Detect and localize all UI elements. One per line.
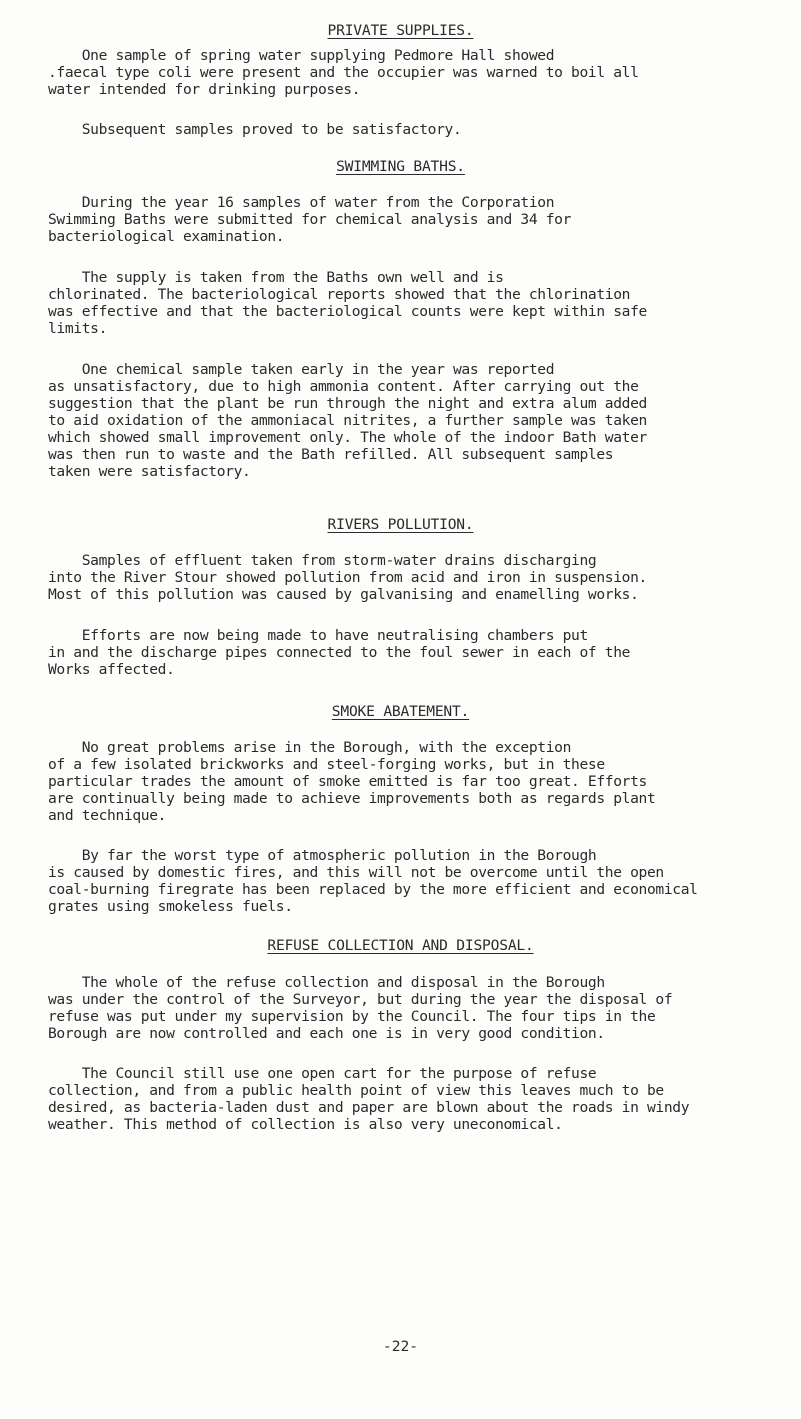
smoke-abatement-paragraph-1: No great problems arise in the Borough, with the exception of a few isolated brickworks and steel-forging works, but in these particular trades the amount of smoke emitted is far too great. Efforts are continually being made to achieve improvements both as regards plant and technique. [48,739,656,824]
refuse-collection-paragraph-1: The whole of the refuse collection and disposal in the Borough was under the control of the Surveyor, but during the year the disposal of refuse was put under my supervision by the Council. The four tips in the Borough are now controlled and each one is in very good condition. [48,974,673,1042]
rivers-pollution-paragraph-1: Samples of effluent taken from storm-water drains discharging into the River Stour showed pollution from acid and iron in suspension. Most of this pollution was caused by galvanising and enamelling works. [48,552,647,603]
heading-refuse-collection: REFUSE COLLECTION AND DISPOSAL. [267,937,534,954]
swimming-baths-paragraph-1: During the year 16 samples of water from the Corporation Swimming Baths were submitted for chemical analysis and 34 for bacteriological examination. [48,194,572,245]
rivers-pollution-paragraph-2: Efforts are now being made to have neutralising chambers put in and the discharge pipes connected to the foul sewer in each of the Works affected. [48,627,631,678]
page-number: -22- [382,1338,419,1355]
swimming-baths-paragraph-3: One chemical sample taken early in the year was reported as unsatisfactory, due to high ammonia content. After carrying out the suggestion that the plant be run through the night and extra alum added to aid oxidation of the ammoniacal nitrites, a further sample was taken which showed small improvement only. The whole of the indoor Bath water was then run to waste and the Bath refilled. All subsequent samples taken were satisfactory. [48,361,647,480]
heading-rivers-pollution: RIVERS POLLUTION. [327,516,474,533]
heading-smoke-abatement: SMOKE ABATEMENT. [331,703,470,720]
heading-swimming-baths: SWIMMING BATHS. [336,158,465,175]
private-supplies-paragraph-1: One sample of spring water supplying Pedmore Hall showed .faecal type coli were present and the occupier was warned to boil all water intended for drinking purposes. [48,47,639,98]
refuse-collection-paragraph-2: The Council still use one open cart for the purpose of refuse collection, and from a public health point of view this leaves much to be desired, as bacteria-laden dust and paper are blown about the roads in windy weather. This method of collection is also very uneconomical. [48,1065,690,1133]
private-supplies-paragraph-2: Subsequent samples proved to be satisfactory. [48,121,462,138]
swimming-baths-paragraph-2: The supply is taken from the Baths own well and is chlorinated. The bacteriological reports showed that the chlorination was effective and that the bacteriological counts were kept within safe limits. [48,269,647,337]
smoke-abatement-paragraph-2: By far the worst type of atmospheric pollution in the Borough is caused by domestic fires, and this will not be overcome until the open coal-burning firegrate has been replaced by the more efficient and economical grates using smokeless fuels. [48,847,698,915]
heading-private-supplies: PRIVATE SUPPLIES. [327,22,474,39]
